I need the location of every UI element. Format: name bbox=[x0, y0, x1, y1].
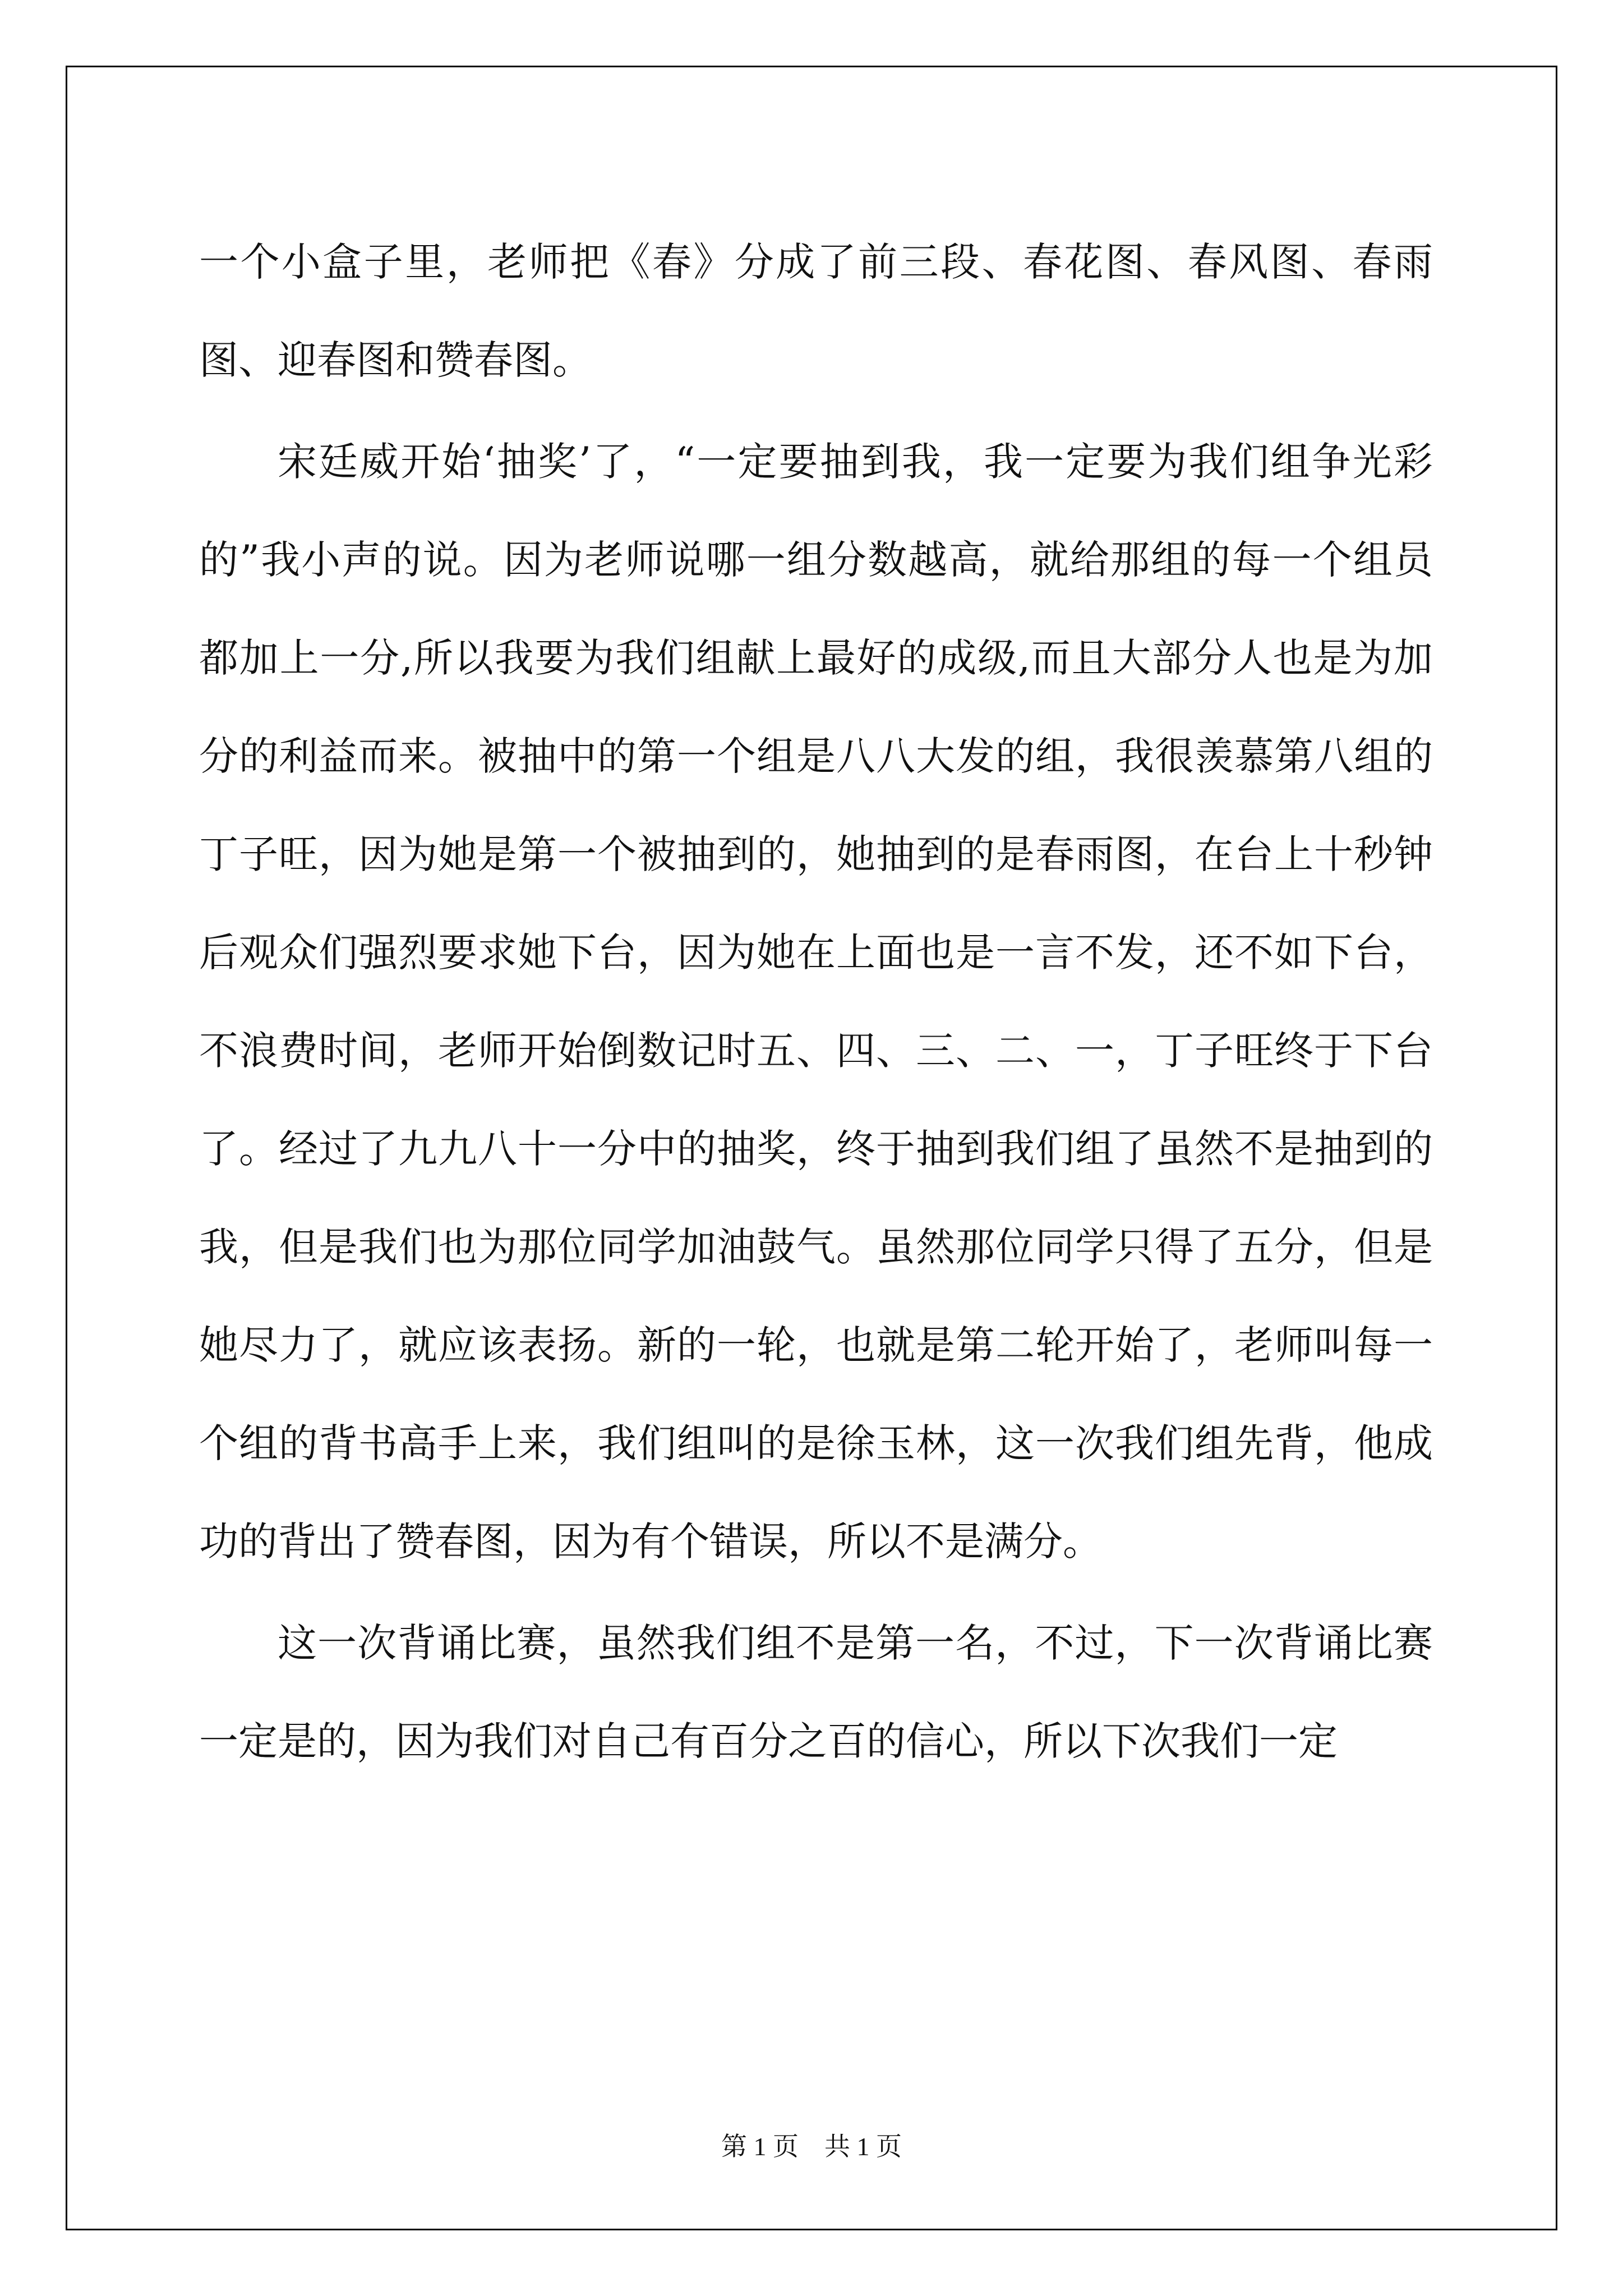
paragraph-3: 这一次背诵比赛，虽然我们组不是第一名，不过，下一次背诵比赛一定是的，因为我们对自己有百分之百的信心，所以下次我们一定 bbox=[199, 1620, 1433, 1764]
paragraph-1: 一个小盒子里，老师把《春》分成了前三段、春花图、春风图、春雨图、迎春图和赞春图。 bbox=[199, 239, 1433, 383]
page-number-label: 第 1 页 共 1 页 bbox=[721, 2132, 902, 2161]
document-body bbox=[199, 213, 1433, 1794]
paragraph-2: 宋廷威开始‘抽奖’了，“一定要抽到我，我一定要为我们组争光彩的”我小声的说。因为老师说哪一组分数越高，就给那组的每一个组员都加上一分,所以我要为我们组献上最好的成级,而且大部分人也是为加分的利益而来。被抽中的第一个组是八八大发的组，我很羡慕第八组的丁子旺，因为她是第一个被抽到的，她抽到的是春雨图，在台上十秒钟后观众们强烈要求她下台，因为她在上面也是一言不发，还不如下台，不浪费时间，老师开始倒数记时五、四、三、二、一，丁子旺终于下台了。经过了九九八十一分中的抽奖，终于抽到我们组了虽然不是抽到的我，但是我们也为那位同学加油鼓气。虽然那位同学只得了五分，但是她尽力了，就应该表扬。新的一轮，也就是第二轮开始了，老师叫每一个组的背书高手上来，我们组叫的是徐玉林，这一次我们组先背，他成功的背出了赞春图，因为有个错误，所以不是满分。 bbox=[199, 439, 1433, 1565]
page-footer bbox=[0, 2126, 1623, 2163]
